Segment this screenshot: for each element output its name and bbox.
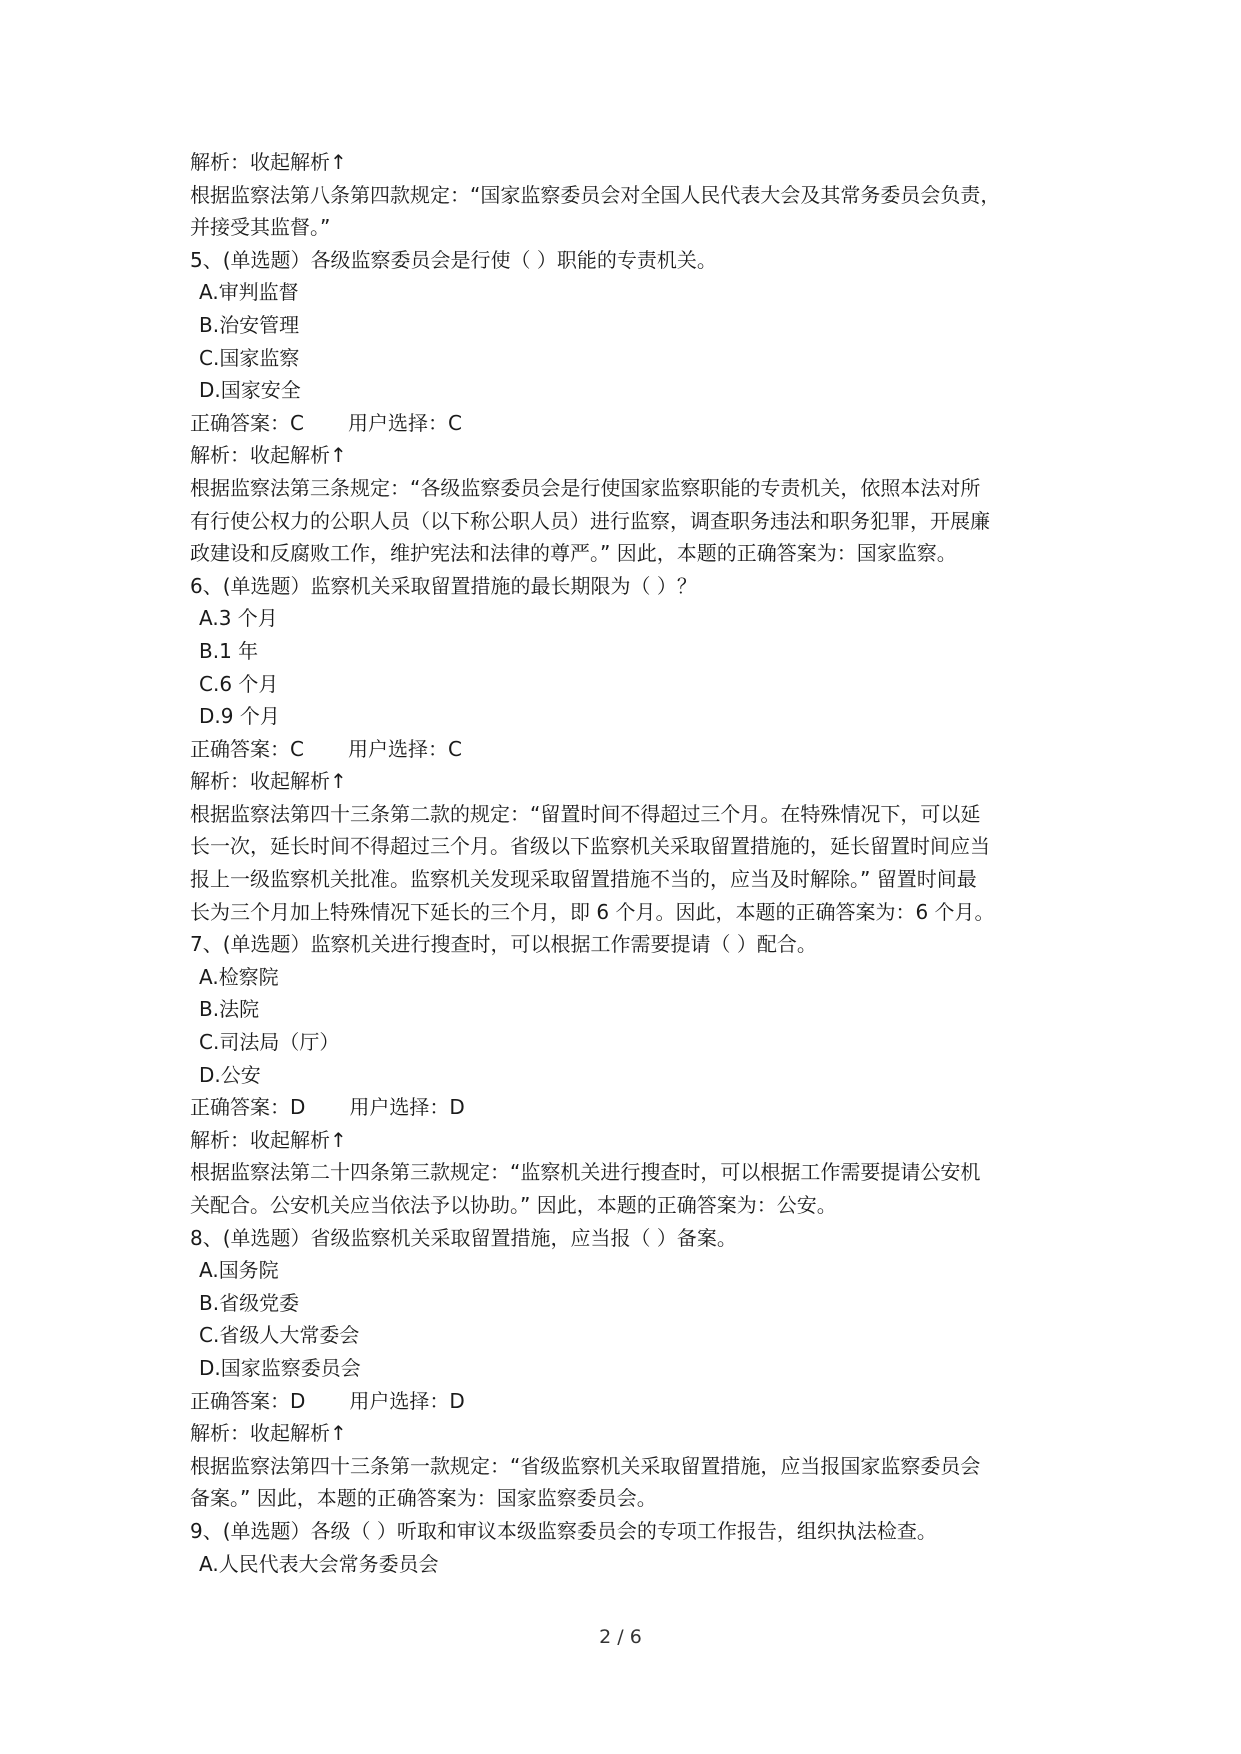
explanation-line: 政建设和反腐败工作，维护宪法和法律的尊严。” 因此，本题的正确答案为：国家监察。: [190, 541, 957, 566]
answer-row: [190, 1385, 1070, 1418]
question-title: 8、(单选题）省级监察机关采取留置措施，应当报（ ）备案。: [190, 1225, 737, 1250]
analysis-toggle[interactable]: 解析：收起解析↑: [190, 443, 347, 468]
option-c: C.省级人大常委会: [199, 1323, 360, 1348]
user-choice: 用户选择：C: [347, 410, 462, 435]
option-b: B.省级党委: [199, 1290, 300, 1315]
option-a: A.审判监督: [199, 280, 299, 305]
option-b: B.治安管理: [199, 312, 300, 337]
user-choice: 用户选择：D: [349, 1388, 465, 1413]
option-d: D.国家安全: [199, 378, 301, 403]
explanation-line: 长为三个月加上特殊情况下延长的三个月，即 6 个月。因此，本题的正确答案为：6 个月。: [190, 899, 995, 924]
question-title: 6、(单选题）监察机关采取留置措施的最长期限为（ ）？: [190, 573, 697, 598]
question-title: 9、(单选题）各级（ ）听取和审议本级监察委员会的专项工作报告，组织执法检查。: [190, 1518, 937, 1543]
answer-row: [190, 407, 1070, 440]
option-a: A.国务院: [199, 1258, 279, 1283]
explanation-line: 备案。” 因此，本题的正确答案为：国家监察委员会。: [190, 1486, 657, 1511]
option-a: A.3 个月: [199, 606, 278, 631]
correct-answer: 正确答案：D: [190, 1095, 306, 1120]
explanation-line: 根据监察法第八条第四款规定：“国家监察委员会对全国人民代表大会及其常务委员会负责，: [190, 182, 1001, 207]
user-choice: 用户选择：D: [349, 1095, 465, 1120]
option-b: B.1 年: [199, 638, 259, 663]
correct-answer: 正确答案：C: [190, 736, 304, 761]
option-d: D.国家监察委员会: [199, 1355, 361, 1380]
analysis-toggle[interactable]: 解析：收起解析↑: [190, 769, 347, 794]
option-c: C.司法局（厅）: [199, 1030, 340, 1055]
option-b: B.法院: [199, 997, 260, 1022]
explanation-line: 有行使公权力的公职人员（以下称公职人员）进行监察，调查职务违法和职务犯罪，开展廉: [190, 508, 990, 533]
analysis-toggle[interactable]: 解析：收起解析↑: [190, 1421, 347, 1446]
option-d: D.9 个月: [199, 704, 280, 729]
analysis-toggle[interactable]: 解析：收起解析↑: [190, 1127, 347, 1152]
answer-row: [190, 1091, 1070, 1124]
explanation-line: 根据监察法第三条规定：“各级监察委员会是行使国家监察职能的专责机关，依照本法对所: [190, 475, 981, 500]
option-c: C.6 个月: [199, 671, 279, 696]
option-c: C.国家监察: [199, 345, 300, 370]
user-choice: 用户选择：C: [347, 736, 462, 761]
option-a: A.人民代表大会常务委员会: [199, 1551, 439, 1576]
document-page: [190, 146, 1070, 1580]
question-title: 5、(单选题）各级监察委员会是行使（ ）职能的专责机关。: [190, 247, 717, 272]
explanation-line: 关配合。公安机关应当依法予以协助。” 因此，本题的正确答案为：公安。: [190, 1193, 837, 1217]
question-title: 7、(单选题）监察机关进行搜查时，可以根据工作需要提请（ ）配合。: [190, 932, 817, 957]
page-number: 2 / 6: [599, 1626, 642, 1648]
explanation-line: 并接受其监督。”: [190, 215, 331, 240]
option-d: D.公安: [199, 1062, 261, 1087]
correct-answer: 正确答案：D: [190, 1388, 306, 1413]
answer-row: [190, 733, 1070, 766]
option-a: A.检察院: [199, 964, 279, 989]
explanation-line: 报上一级监察机关批准。监察机关发现采取留置措施不当的，应当及时解除。” 留置时间最: [190, 867, 977, 892]
explanation-line: 根据监察法第四十三条第二款的规定：“留置时间不得超过三个月。在特殊情况下，可以延: [190, 801, 981, 826]
correct-answer: 正确答案：C: [190, 410, 304, 435]
explanation-line: 根据监察法第二十四条第三款规定：“监察机关进行搜查时，可以根据工作需要提请公安机: [190, 1160, 981, 1185]
explanation-line: 长一次，延长时间不得超过三个月。省级以下监察机关采取留置措施的，延长留置时间应当: [190, 834, 990, 859]
explanation-line: 根据监察法第四十三条第一款规定：“省级监察机关采取留置措施，应当报国家监察委员会: [190, 1453, 981, 1478]
analysis-toggle[interactable]: 解析：收起解析↑: [190, 150, 347, 174]
